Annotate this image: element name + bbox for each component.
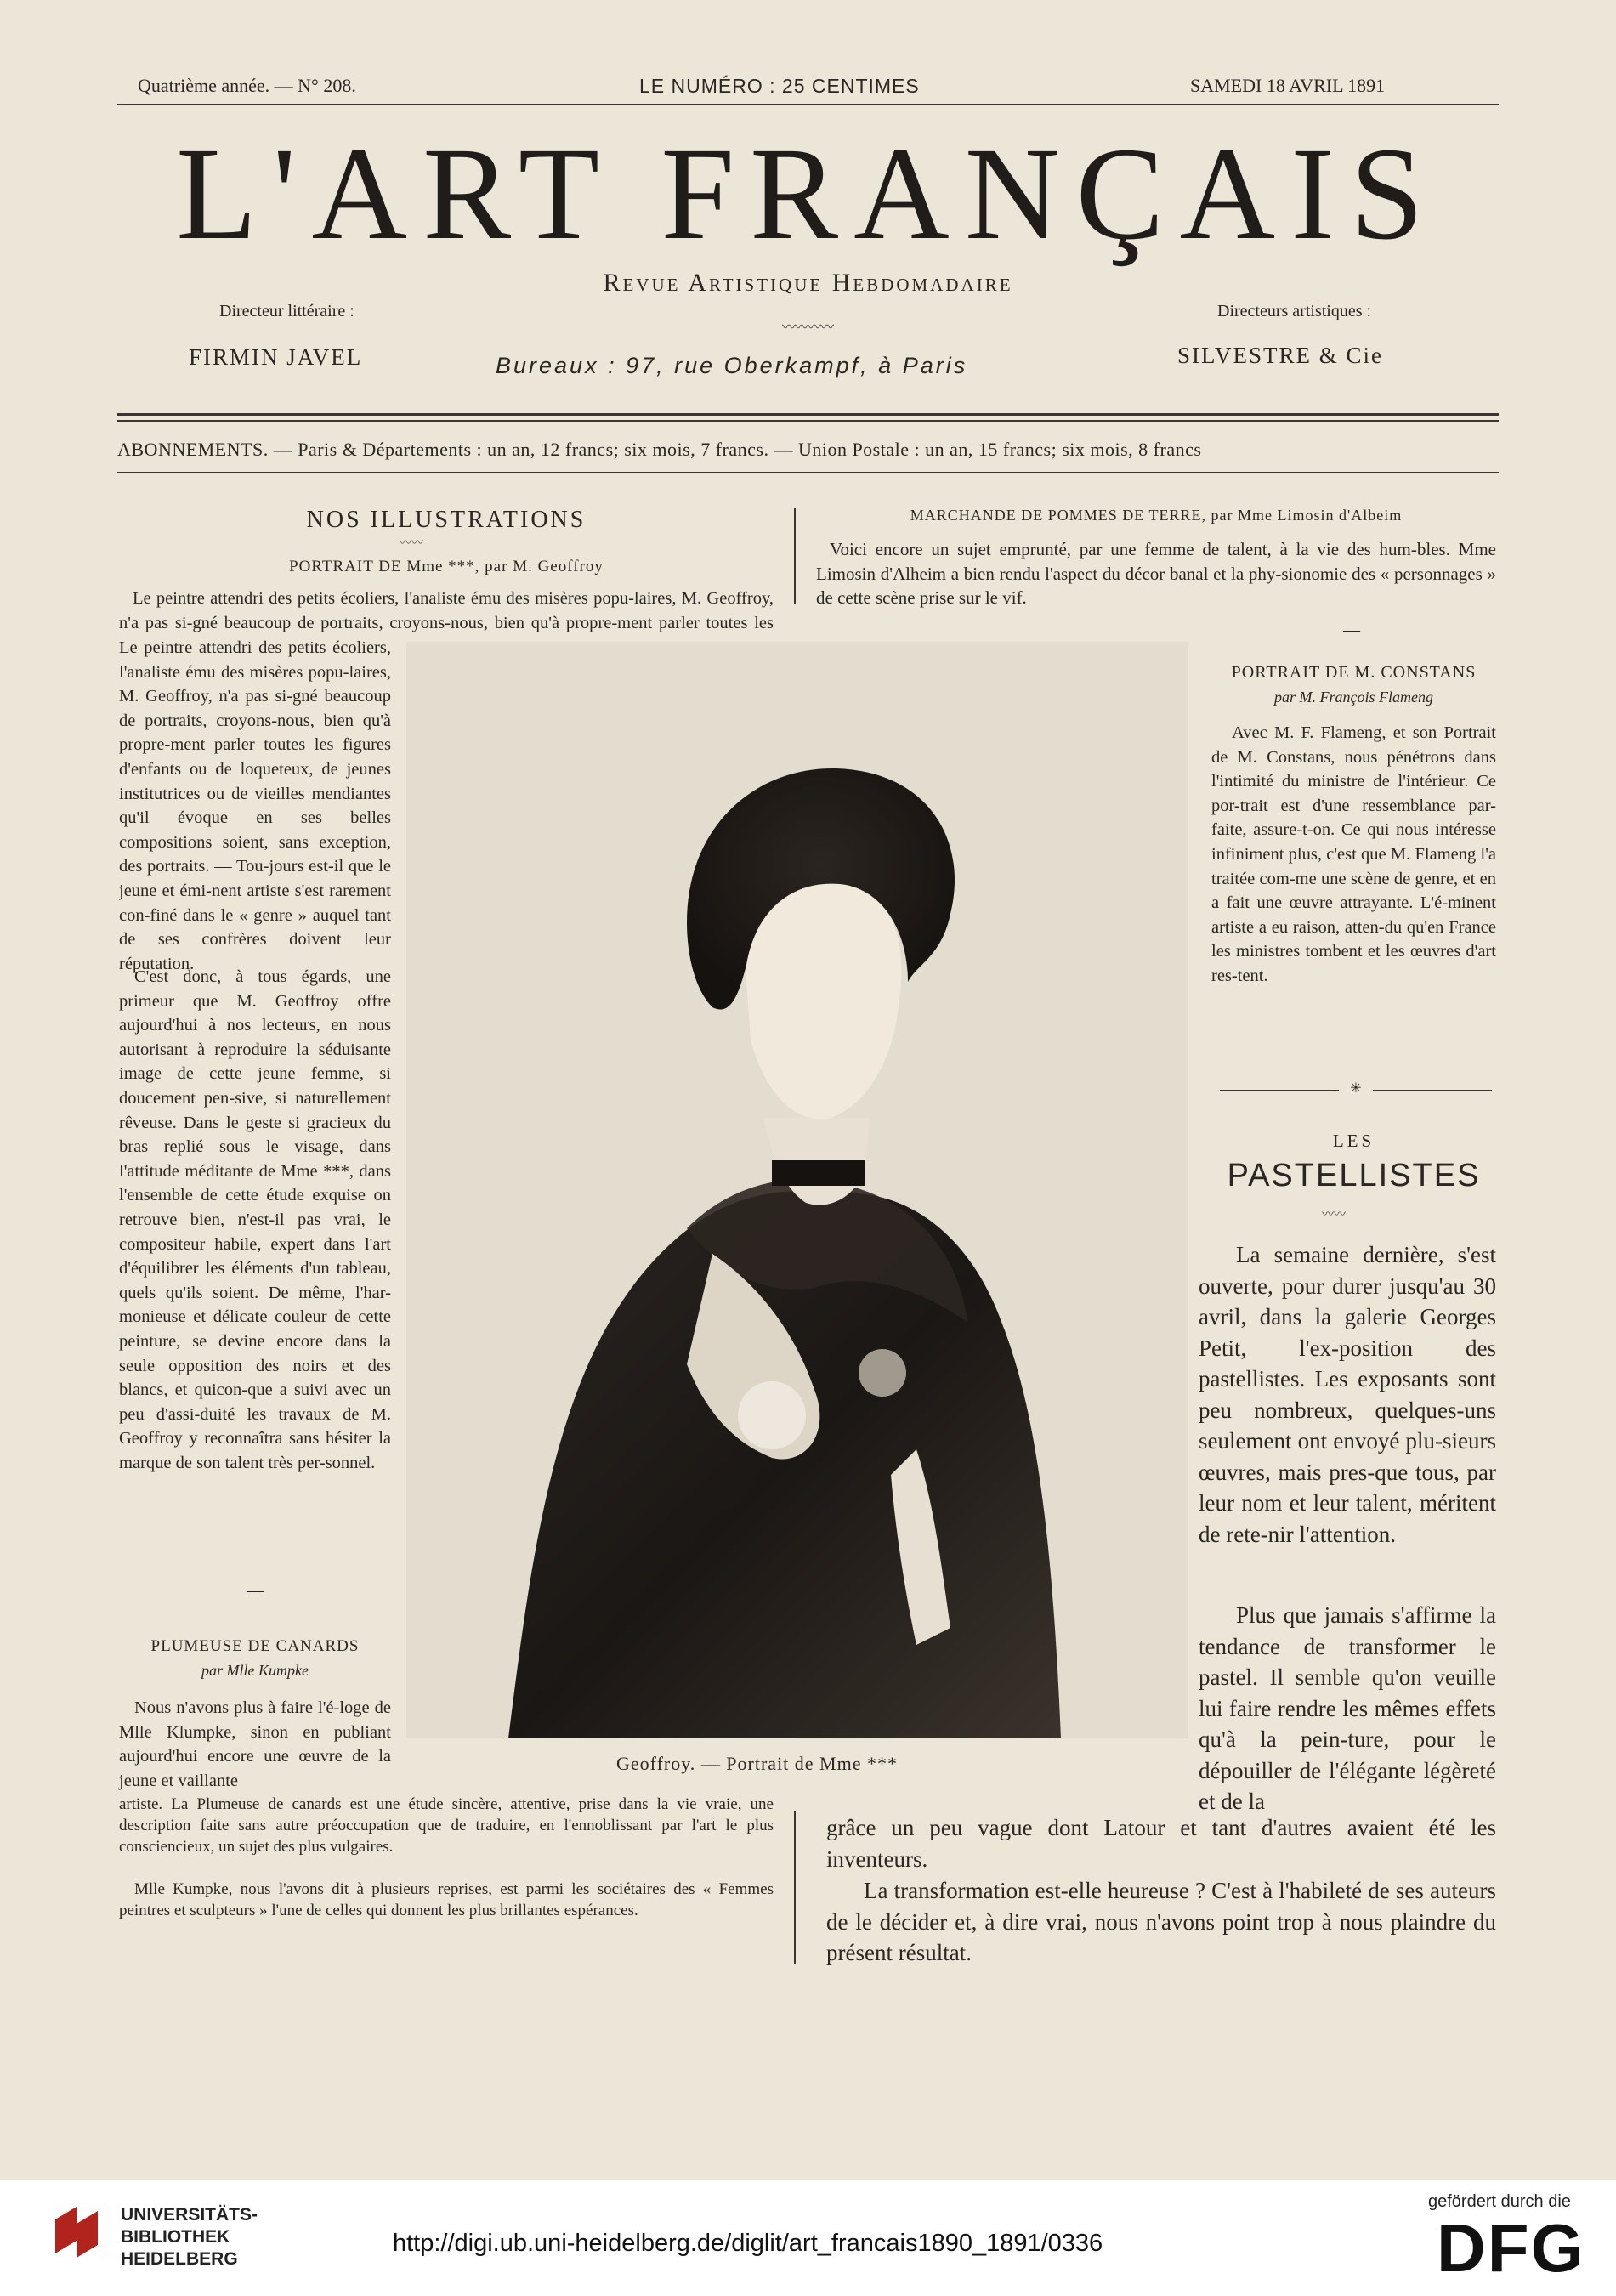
top-rule bbox=[117, 104, 1499, 105]
header-rule-3 bbox=[117, 472, 1499, 473]
header-rule-2 bbox=[117, 420, 1499, 422]
office-address: Bureaux : 97, rue Oberkampf, à Paris bbox=[496, 353, 968, 378]
column-divider-top bbox=[794, 508, 796, 604]
separator-dash-left: — bbox=[247, 1581, 264, 1600]
separator-dash-right: — bbox=[1343, 621, 1360, 639]
funding-label: gefördert durch die bbox=[1428, 2192, 1571, 2211]
literary-director-name: FIRMIN JAVEL bbox=[189, 344, 363, 370]
portrait-illustration bbox=[406, 642, 1188, 1738]
paragraph-pastel-4: La transformation est-elle heureuse ? C'est à l'habileté de ses auteurs de le décider et, à dire vrai, nous n'avons point trop à nous plaindre du présent résultat. bbox=[826, 1878, 1496, 1965]
paragraph-pastel-3: grâce un peu vague dont Latour et tant d'autres avaient été les inventeurs. bbox=[826, 1815, 1496, 1872]
issue-number: Quatrième année. — N° 208. bbox=[138, 75, 356, 96]
star-icon: ✳ bbox=[1339, 1080, 1373, 1097]
artistic-directors-label: Directeurs artistiques : bbox=[1217, 302, 1372, 320]
subscription-line: ABONNEMENTS. — Paris & Départements : un an, 12 francs; six mois, 7 francs. — Union Postale : un an, 15 francs; six mois, 8 francs bbox=[117, 439, 1202, 460]
library-name: UNIVERSITÄTS- BIBLIOTHEK HEIDELBERG bbox=[121, 2205, 258, 2269]
paragraph-geoffroy-intro: Le peintre attendri des petits écoliers, l'analiste ému des misères popu-laires, M. Geoffroy, n'a pas si-gné beaucoup de portraits, croyons-nous, bien qu'à propre-ment parler toutes les bbox=[119, 589, 774, 632]
source-url-link[interactable]: http://digi.ub.uni-heidelberg.de/diglit/art_francais1890_1891/0336 bbox=[393, 2230, 1103, 2257]
subheading-marchande: MARCHANDE DE POMMES DE TERRE, par Mme Limosin d'Albeim bbox=[910, 507, 1403, 524]
byline-flameng: par M. François Flameng bbox=[1274, 689, 1433, 706]
paragraph-kumpke-3: Mlle Kumpke, nous l'avons dit à plusieurs reprises, est parmi les sociétaires des « Femmes peintres et sculpteurs » l'une de celles qui donnent les plus brillantes espérances. bbox=[119, 1880, 774, 1919]
subheading-plumeuse: PLUMEUSE DE CANARDS bbox=[150, 1637, 360, 1655]
digitization-footer bbox=[0, 2180, 1616, 2296]
byline-kumpke: par Mlle Kumpke bbox=[201, 1662, 309, 1679]
ornament-small: 〰〰 bbox=[400, 537, 423, 550]
artistic-directors-name: SILVESTRE & Cie bbox=[1177, 343, 1384, 368]
section-heading-illustrations: NOS ILLUSTRATIONS bbox=[306, 507, 587, 533]
paragraph-pastel-2: Plus que jamais s'affirme la tendance de transformer le pastel. Il semble qu'on veuille lui faire rendre les mêmes effets qu'à la pein-ture, pour le dépouiller de l'élégante légèreté et de la bbox=[1199, 1602, 1496, 1814]
les-label: LES bbox=[1332, 1131, 1375, 1151]
library-logo-icon bbox=[51, 2202, 111, 2270]
header-rule-1 bbox=[117, 413, 1499, 416]
paragraph-marchande: Voici encore un sujet emprunté, par une femme de talent, à la vie des hum-bles. Mme Limosin d'Alheim a bien rendu l'aspect du décor banal et la phy-sionomie des « personnages » de cette scène prise sur le vif. bbox=[816, 539, 1496, 609]
paragraph-kumpke-1: Nous n'avons plus à faire l'é-loge de Mlle Klumpke, sinon en publiant aujourd'hui encore une œuvre de la jeune et vaillante bbox=[119, 1698, 391, 1790]
dfg-logo: DFG bbox=[1437, 2210, 1585, 2286]
paragraph-pastel-1: La semaine dernière, s'est ouverte, pour durer jusqu'au 30 avril, dans la galerie Georges Petit, l'ex-position des pastellistes. Les exposants sont peu nombreux, quelques-uns seulement ont envoyé plu-sieurs œuvres, mais pres-que tous, par leur nom et leur talent, méritent de rete-nir l'attention. bbox=[1199, 1242, 1496, 1547]
masthead-title: L'ART FRANÇAIS bbox=[176, 120, 1439, 267]
pastellistes-title: PASTELLISTES bbox=[1227, 1158, 1481, 1193]
literary-director-label: Directeur littéraire : bbox=[219, 302, 354, 320]
issue-date: SAMEDI 18 AVRIL 1891 bbox=[1190, 75, 1386, 96]
portrait-photograph bbox=[406, 642, 1188, 1738]
masthead-subtitle: Revue Artistique Hebdomadaire bbox=[603, 269, 1013, 297]
paragraph-geoffroy-cont: Le peintre attendri des petits écoliers, l'analiste ému des misères popu-laires, M. Geoffroy, n'a pas si-gné beaucoup de portraits, croyons-nous, bien qu'à propre-ment parler toutes les figures d'enfants ou de loqueteux, de jeunes institutrices ou de vieilles mendiantes qu'il évoque en ses belles compositions soient, sans exception, des portraits. — Tou-jours est-il que le jeune et émi-nent artiste s'est rarement con-finé dans le « genre » auquel tant de ses confrères doivent leur réputation. bbox=[119, 638, 391, 973]
subheading-portrait-geoffroy: PORTRAIT DE Mme ***, par M. Geoffroy bbox=[289, 558, 604, 575]
photo-caption: Geoffroy. — Portrait de Mme *** bbox=[616, 1753, 898, 1774]
ornament: 〰〰〰〰 bbox=[781, 320, 833, 335]
ornament-pastel: 〰〰 bbox=[1322, 1209, 1346, 1222]
column-divider-bottom bbox=[794, 1811, 796, 1964]
paragraph-constans: Avec M. F. Flameng, et son Portrait de M. Constans, nous pénétrons dans l'intimité du ministre de l'intérieur. Ce por-trait est d'une ressemblance par-faite, assure-t-on. Ce qui nous intéresse infiniment plus, c'est que M. Flameng l'a traitée com-me une scène de genre, et en a fait une œuvre attrayante. L'é-minent artiste a eu raison, atten-du qu'en France les ministres tombent et les œuvres d'art res-tent. bbox=[1211, 723, 1496, 985]
paragraph-kumpke-2: artiste. La Plumeuse de canards est une étude sincère, attentive, prise dans la vie vraie, une description faite sans autre préoccupation que de traduire, en l'ennoblissant par l'art le plus consciencieux, un sujet des plus vulgaires. bbox=[119, 1795, 774, 1856]
issue-price: LE NUMÉRO : 25 CENTIMES bbox=[639, 75, 920, 97]
subheading-constans: PORTRAIT DE M. CONSTANS bbox=[1231, 663, 1477, 682]
paragraph-geoffroy-primeur: C'est donc, à tous égards, une primeur que M. Geoffroy offre aujourd'hui à nos lecteurs, en nous autorisant à reproduire la séduisante image de cette jeune femme, si doucement pen-sive, si naturellement rêveuse. Dans le geste si gracieux du bras replié sous le visage, dans l'attitude méditante de Mme ***, dans l'ensemble de cette étude exquise on retrouve bien, n'est-il pas vrai, le compositeur habile, expert dans l'art d'équilibrer les éléments d'un tableau, quels qu'ils soient. De même, l'har-monieuse et délicate couleur de cette peinture, se devine encore dans la seule opposition des noirs et des blancs, et quicon-que a suivi avec un peu d'assi-duité les travaux de M. Geoffroy y reconnaîtra sans hésiter la marque de son talent très per-sonnel. bbox=[119, 967, 391, 1472]
